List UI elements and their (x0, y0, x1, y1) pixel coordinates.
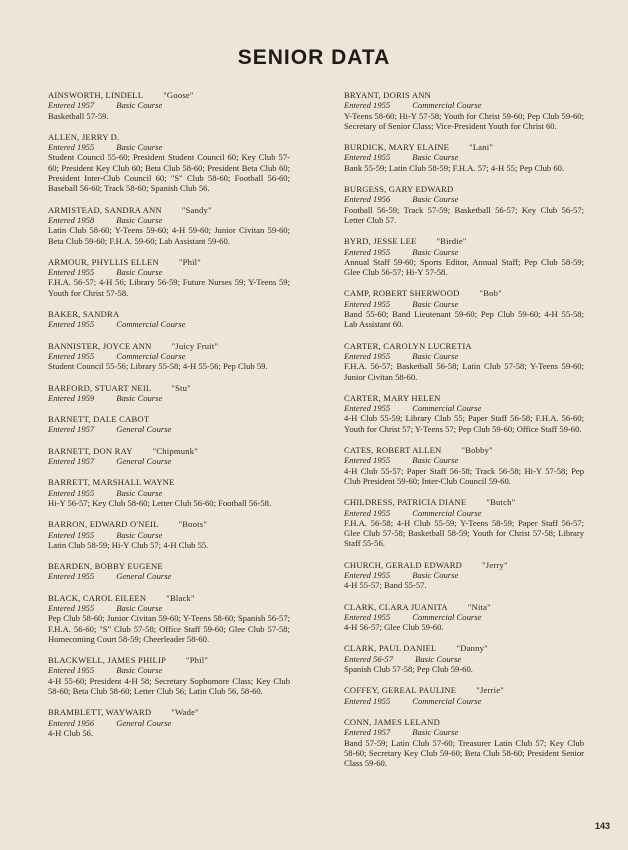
entered-year: Entered 1957 (48, 424, 95, 435)
enrollment-line (344, 247, 584, 257)
senior-name: BLACKWELL, JAMES PHILIP (48, 655, 166, 666)
course-type: Commercial Course (412, 403, 482, 414)
activities-text: Latin Club 58-59; Hi-Y Club 57; 4-H Club 55. (48, 539, 209, 550)
entered-year: Entered 1955 (344, 569, 391, 580)
enrollment-line (48, 267, 290, 277)
senior-entry (48, 707, 290, 738)
senior-nickname: "Goose" (163, 90, 194, 100)
senior-entry (48, 257, 290, 298)
senior-entry (48, 593, 290, 644)
senior-name-line (344, 445, 584, 455)
course-type: Basic Course (412, 569, 459, 580)
senior-nickname: "Phil" (178, 256, 201, 267)
senior-name: CLARK, CLARA JUANITA (344, 601, 448, 612)
activities-text: 4-H Club 55-57; Paper Staff 56-58; Track 56-58; Hi-Y 57-58; Pep Club President 59-60; Inter-Club Council 59-60. (344, 465, 584, 486)
activities-text: Band 55-60; Band Lieutenant 59-60; Pep Club 59-60; 4-H 55-58; Lab Assistant 60. (344, 309, 584, 330)
course-type: General Course (116, 717, 172, 728)
senior-name-line (344, 717, 584, 727)
senior-entry (344, 643, 584, 674)
entered-year: Entered 1959 (48, 392, 95, 403)
entered-year: Entered 1955 (344, 152, 391, 163)
senior-entry (48, 655, 290, 696)
enrollment-line (48, 142, 290, 152)
senior-name: CARTER, CAROLYN LUCRETIA (344, 340, 472, 351)
senior-name: BARFORD, STUART NEIL (48, 382, 152, 393)
senior-entry (344, 497, 584, 548)
entered-year: Entered 1956 (344, 194, 391, 205)
senior-name: AINSWORTH, LINDELL (48, 90, 144, 100)
course-type: Basic Course (116, 602, 163, 613)
entered-year: Entered 1955 (48, 665, 95, 676)
senior-nickname: "Lani" (469, 142, 494, 153)
senior-entry (48, 341, 290, 372)
senior-name: BLACK, CAROL EILEEN (48, 592, 147, 603)
activities-text: Latin Club 58-60; Y-Teens 59-60; 4-H 59-60; Junior Civitan 59-60; Beta Club 59-60; F.H.A. 59-60; Lab Assistant 59-60. (48, 225, 290, 246)
senior-nickname: "Bob" (479, 288, 502, 299)
entered-year: Entered 1957 (48, 456, 95, 467)
senior-name-line (48, 205, 290, 215)
senior-entry (344, 142, 584, 173)
left-column (48, 90, 290, 749)
senior-name-line (48, 257, 290, 267)
course-type: Commercial Course (116, 319, 186, 330)
senior-name: BURGESS, GARY EDWARD (344, 184, 454, 195)
senior-name-line (48, 707, 290, 717)
entered-year: Entered 1955 (48, 142, 95, 153)
entered-year: Entered 1955 (344, 611, 391, 622)
senior-name-line (48, 561, 290, 571)
senior-name: ARMISTEAD, SANDRA ANN (48, 204, 162, 215)
entered-year: Entered 1956 (48, 717, 95, 728)
senior-entry (48, 383, 290, 404)
senior-nickname: "Butch" (486, 497, 516, 508)
senior-name: CARTER, MARY HELEN (344, 392, 441, 403)
course-type: Basic Course (116, 529, 163, 540)
entered-year: Entered 1955 (48, 319, 95, 330)
enrollment-line (48, 488, 290, 498)
enrollment-line (48, 351, 290, 361)
senior-entry (344, 560, 584, 591)
course-type: Basic Course (412, 194, 459, 205)
senior-entry (344, 90, 584, 131)
entered-year: Entered 1957 (48, 100, 95, 111)
course-type: Basic Course (412, 298, 459, 309)
enrollment-line (48, 530, 290, 540)
senior-name-line (344, 497, 584, 507)
senior-nickname: "Sandy" (181, 204, 212, 215)
enrollment-line (344, 654, 584, 664)
entered-year: Entered 1955 (344, 403, 391, 414)
senior-nickname: "Phil" (186, 655, 209, 666)
course-type: Basic Course (412, 246, 459, 257)
senior-entry (344, 445, 584, 486)
entered-year: Entered 1957 (344, 727, 391, 738)
senior-nickname: "Danny" (456, 643, 488, 654)
entered-year: Entered 56-57 (344, 653, 394, 664)
senior-entry (48, 414, 290, 435)
senior-name: COFFEY, GEREAL PAULINE (344, 685, 457, 696)
course-type: Commercial Course (116, 350, 186, 361)
senior-name-line (344, 90, 584, 100)
enrollment-line (344, 299, 584, 309)
senior-entry (48, 477, 290, 508)
entered-year: Entered 1958 (48, 214, 95, 225)
enrollment-line (344, 612, 584, 622)
activities-text: Basketball 57-59. (48, 110, 109, 121)
senior-entry (48, 446, 290, 467)
senior-nickname: "Juicy Fruit" (171, 340, 219, 351)
senior-name-line (48, 477, 290, 487)
course-type: General Course (116, 571, 172, 582)
activities-text: Student Council 55-60; President Student Council 60; Key Club 57-60; President Key Club 60; Beta Club 58-60; President Beta Club 60; President Inter-Club Council 60; "S" Club 58-60; Football 56-60; Baseball 56-60; Track 58-60; Spanish Club 56. (48, 152, 290, 194)
senior-name: BRYANT, DORIS ANN (344, 90, 432, 100)
enrollment-line (48, 571, 290, 581)
activities-text: 4-H Club 55-59; Library Club 55; Paper Staff 56-58; F.H.A. 56-60; Youth for Christ 57; Y-Teens 57; Pep Club 59-60; Office Staff 59-60. (344, 413, 584, 434)
enrollment-line (344, 727, 584, 737)
senior-name-line (344, 560, 584, 570)
senior-name: BARRETT, MARSHALL WAYNE (48, 477, 175, 488)
right-column (344, 90, 584, 779)
senior-entry (48, 561, 290, 582)
activities-text: F.H.A. 56-58; 4-H Club 55-59; Y-Teens 58-59; Paper Staff 56-57; Glee Club 57-58; Basketball 58-59; Youth for Christ 57-58; Library Staff 55-56. (344, 517, 584, 549)
senior-name: CAMP, ROBERT SHERWOOD (344, 288, 460, 299)
senior-entry (48, 309, 290, 330)
course-type: Basic Course (116, 214, 163, 225)
enrollment-line (344, 508, 584, 518)
activities-text: 4-H 55-57; Band 55-57. (344, 580, 427, 591)
senior-name-line (48, 383, 290, 393)
activities-text: Annual Staff 59-60; Sports Editor, Annual Staff; Pep Club 58-59; Glee Club 56-57; Hi-Y 57-58. (344, 256, 584, 278)
senior-nickname: "Jerry" (482, 559, 508, 570)
senior-name-line (48, 132, 290, 142)
senior-name: CONN, JAMES LELAND (344, 716, 440, 727)
senior-nickname: "Bobby" (461, 445, 493, 456)
entered-year: Entered 1955 (48, 350, 95, 361)
senior-name-line (48, 519, 290, 529)
senior-name-line (344, 184, 584, 194)
activities-text: Football 56-59; Track 57-59; Basketball 56-57; Key Club 56-57; Letter Club 57. (344, 204, 584, 225)
course-type: Basic Course (116, 487, 163, 498)
enrollment-line (48, 424, 290, 434)
senior-entry (48, 90, 290, 121)
enrollment-line (48, 456, 290, 466)
entered-year: Entered 1955 (344, 455, 391, 466)
senior-name-line (48, 593, 290, 603)
senior-entry (344, 685, 584, 706)
senior-name: BARNETT, DON RAY (48, 445, 133, 456)
course-type: Commercial Course (412, 611, 482, 622)
senior-name-line (48, 446, 290, 456)
course-type: Commercial Course (412, 507, 482, 518)
activities-text: Pep Club 58-60; Junior Civitan 59-60; Y-Teens 58-60; Spanish 56-57; F.H.A. 56-60; "S" Club 57-58; Office Staff 59-60; Glee Club 57-58; Homecoming Court 58-59; Cheerleader 58-60. (48, 613, 290, 644)
enrollment-line (48, 603, 290, 613)
enrollment-line (344, 351, 584, 361)
enrollment-line (48, 215, 290, 225)
senior-nickname: "Stu" (171, 382, 191, 393)
course-type: Basic Course (412, 455, 459, 466)
enrollment-line (344, 152, 584, 162)
course-type: Basic Course (412, 727, 459, 738)
course-type: General Course (116, 424, 172, 435)
entered-year: Entered 1955 (48, 571, 95, 582)
senior-entry (344, 288, 584, 329)
entered-year: Entered 1955 (344, 100, 391, 111)
senior-name-line (344, 288, 584, 298)
senior-name: BARRON, EDWARD O'NEIL (48, 519, 159, 530)
senior-nickname: "Boots" (178, 519, 208, 530)
course-type: General Course (116, 456, 172, 467)
senior-nickname: "Wade" (171, 707, 199, 718)
entered-year: Entered 1955 (48, 602, 95, 613)
senior-name-line (344, 341, 584, 351)
entered-year: Entered 1955 (48, 529, 95, 540)
senior-name-line (344, 236, 584, 246)
course-type: Basic Course (116, 665, 163, 676)
course-type: Basic Course (116, 392, 163, 403)
enrollment-line (344, 696, 584, 706)
senior-entry (48, 519, 290, 550)
senior-entry (344, 393, 584, 434)
senior-entry (48, 205, 290, 246)
course-type: Commercial Course (412, 100, 482, 111)
senior-name: CATES, ROBERT ALLEN (344, 445, 442, 456)
entered-year: Entered 1955 (344, 246, 391, 257)
page-number: 143 (594, 821, 610, 831)
senior-name: CHURCH, GERALD EDWARD (344, 559, 463, 570)
activities-text: 4-H Club 56. (48, 727, 94, 738)
senior-name-line (344, 602, 584, 612)
course-type: Basic Course (412, 152, 459, 163)
senior-name: BRAMBLETT, WAYWARD (48, 707, 152, 718)
senior-nickname: "Jerrie" (476, 685, 504, 696)
activities-text: 4-H 55-60; President 4-H 58; Secretary Sophomore Class; Key Club 58-60; Beta Club 58-60; Letter Club 56; Latin Club 56, 58-60. (48, 675, 290, 697)
activities-text: Bank 55-59; Latin Club 58-59; F.H.A. 57; 4-H 55; Pep Club 60. (344, 162, 565, 173)
enrollment-line (48, 393, 290, 403)
enrollment-line (344, 403, 584, 413)
enrollment-line (344, 100, 584, 110)
course-type: Basic Course (415, 653, 462, 664)
course-type: Commercial Course (412, 695, 482, 706)
senior-name-line (344, 142, 584, 152)
senior-name-line (48, 309, 290, 319)
enrollment-line (344, 194, 584, 204)
enrollment-line (48, 319, 290, 329)
activities-text: Y-Teens 58-60; Hi-Y 57-58; Youth for Christ 59-60; Pep Club 59-60; Secretary of Senior Class; Vice-President Youth for Christ 60. (344, 110, 584, 131)
activities-text: 4-H 56-57; Glee Club 59-60. (344, 622, 444, 633)
entered-year: Entered 1955 (48, 267, 95, 278)
senior-entry (344, 717, 584, 768)
entered-year: Entered 1955 (344, 298, 391, 309)
entered-year: Entered 1955 (48, 487, 95, 498)
senior-name-line (344, 685, 584, 695)
senior-name-line (48, 414, 290, 424)
senior-name: ARMOUR, PHYLLIS ELLEN (48, 256, 159, 267)
senior-name: BYRD, JESSE LEE (344, 236, 417, 247)
course-type: Basic Course (116, 100, 163, 111)
course-type: Basic Course (116, 142, 163, 153)
page-title: SENIOR DATA (237, 46, 391, 69)
senior-name: ALLEN, JERRY D. (48, 131, 120, 142)
senior-name-line (48, 90, 290, 100)
senior-name-line (48, 655, 290, 665)
senior-name: BANNISTER, JOYCE ANN (48, 340, 152, 351)
senior-name-line (48, 341, 290, 351)
senior-entry (344, 602, 584, 633)
senior-name-line (344, 643, 584, 653)
enrollment-line (344, 570, 584, 580)
activities-text: F.H.A. 56-57; Basketball 56-58; Latin Club 57-58; Y-Teens 59-60; Junior Civitan 58-60. (344, 361, 584, 382)
senior-entry (344, 236, 584, 277)
senior-nickname: "Black" (166, 592, 195, 603)
senior-nickname: "Birdie" (436, 236, 467, 247)
enrollment-line (48, 718, 290, 728)
senior-name: BURDICK, MARY ELAINE (344, 142, 450, 153)
senior-name: CLARK, PAUL DANIEL (344, 643, 437, 654)
entered-year: Entered 1955 (344, 695, 391, 706)
activities-text: Spanish Club 57-58; Pep Club 59-60. (344, 664, 473, 675)
activities-text: F.H.A. 56-57; 4-H 56; Library 56-59; Future Nurses 59; Y-Teens 59; Youth for Christ 57-58. (48, 277, 290, 298)
senior-name: BAKER, SANDRA (48, 309, 120, 320)
senior-name-line (344, 393, 584, 403)
senior-name: CHILDRESS, PATRICIA DIANE (344, 497, 467, 508)
senior-entry (344, 184, 584, 225)
entered-year: Entered 1955 (344, 350, 391, 361)
enrollment-line (48, 100, 290, 110)
senior-nickname: "Nita" (467, 601, 491, 612)
enrollment-line (344, 455, 584, 465)
senior-entry (48, 132, 290, 194)
senior-name: BEARDEN, BOBBY EUGENE (48, 561, 163, 572)
activities-text: Hi-Y 56-57; Key Club 58-60; Letter Club 56-60; Football 56-58. (48, 497, 272, 508)
course-type: Basic Course (412, 350, 459, 361)
senior-name: BARNETT, DALE CABOT (48, 414, 150, 425)
entered-year: Entered 1955 (344, 507, 391, 518)
senior-nickname: "Chipmunk" (152, 445, 198, 456)
activities-text: Student Council 55-56; Library 55-58; 4-H 55-56; Pep Club 59. (48, 361, 268, 372)
senior-entry (344, 341, 584, 382)
course-type: Basic Course (116, 267, 163, 278)
enrollment-line (48, 665, 290, 675)
activities-text: Band 57-59; Latin Club 57-60; Treasurer Latin Club 57; Key Club 58-60; Secretary Key Club 59-60; Beta Club 58-60; President Senior Class 59-60. (344, 737, 584, 769)
